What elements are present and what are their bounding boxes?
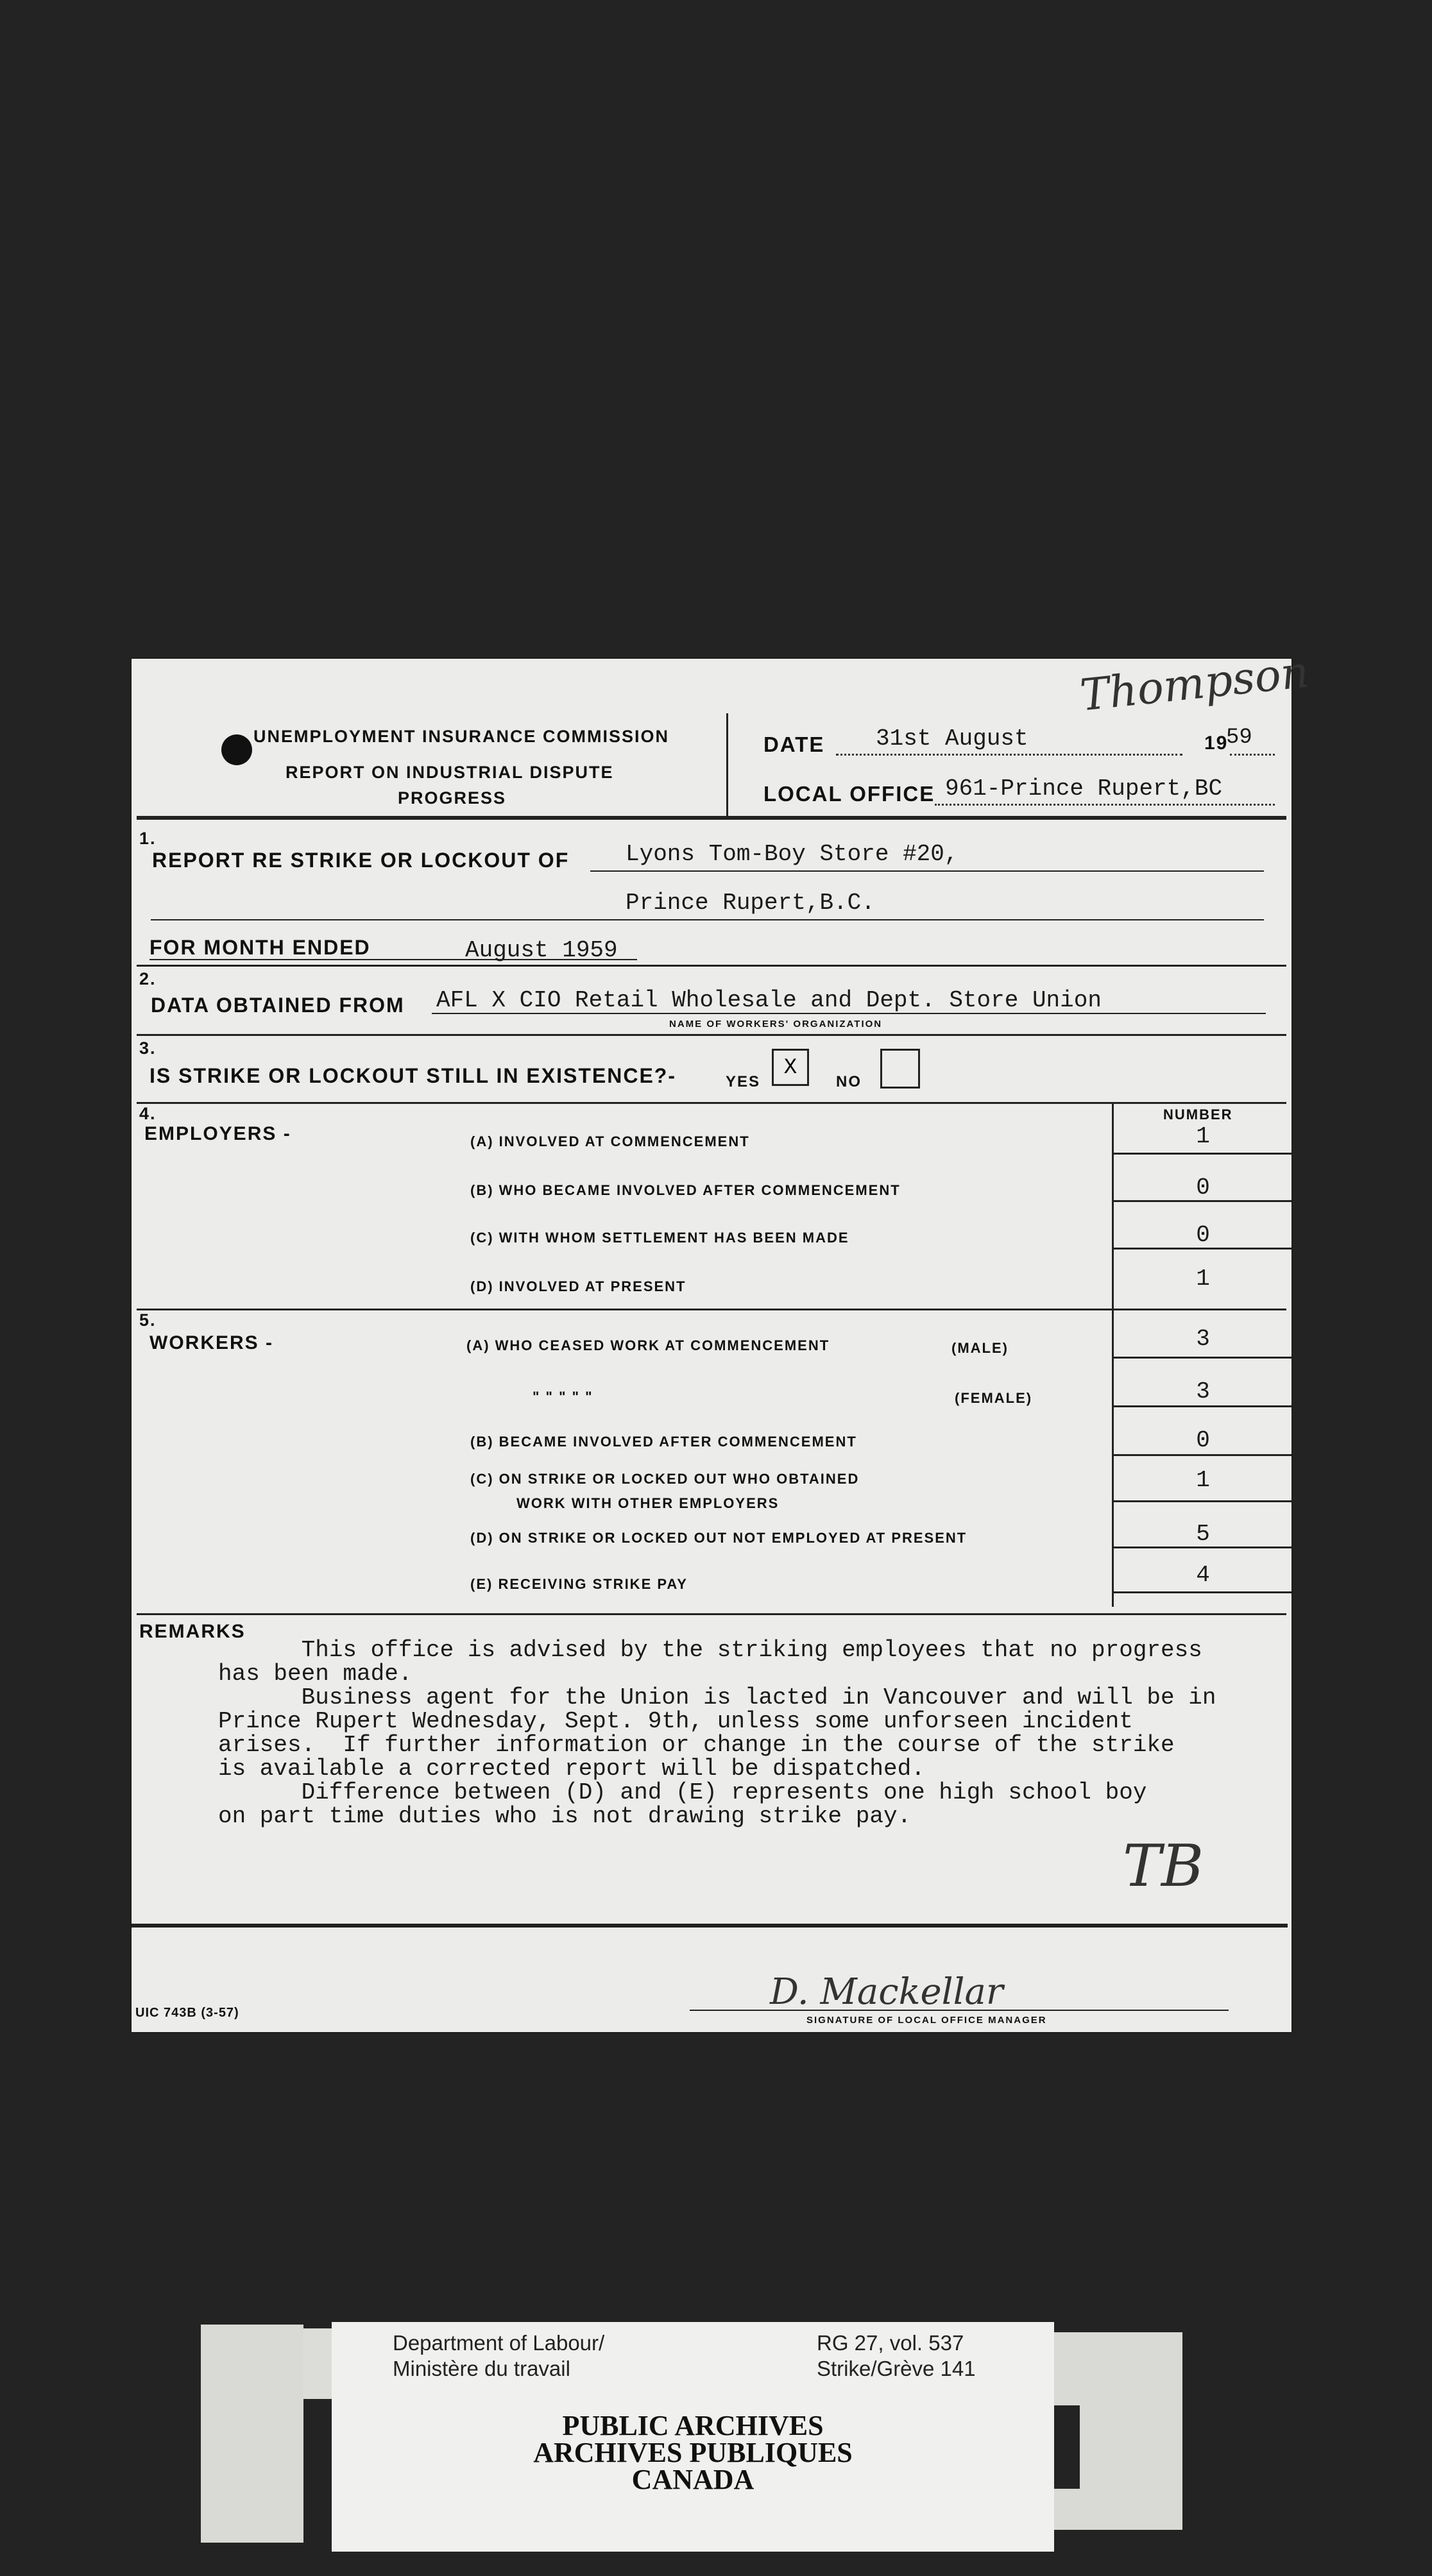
- remarks-bottom-rule: [132, 1924, 1288, 1928]
- male-suffix: (MALE): [951, 1340, 1009, 1356]
- remarks-label: REMARKS: [139, 1621, 246, 1642]
- workers-rule-c: [1112, 1500, 1291, 1502]
- section1-label: REPORT RE STRIKE OR LOCKOUT OF: [152, 849, 570, 872]
- workers-row-c-line2: WORK WITH OTHER EMPLOYERS: [516, 1495, 780, 1511]
- employers-label: EMPLOYERS -: [144, 1123, 291, 1144]
- local-office-label: LOCAL OFFICE: [763, 782, 935, 806]
- archive-label: [332, 2322, 1054, 2552]
- section2-number: 2.: [139, 969, 157, 988]
- employers-value-c: 0: [1196, 1222, 1210, 1248]
- local-office-dotted-line: [935, 804, 1275, 806]
- label-tab-left: [201, 2325, 303, 2543]
- section5-number: 5.: [139, 1310, 157, 1330]
- section1-value-line1: Lyons Tom-Boy Store #20,: [626, 841, 959, 867]
- year-dotted-line: [1230, 754, 1275, 756]
- organization-underline: [432, 1013, 1266, 1014]
- workers-rule-a: [1112, 1357, 1291, 1359]
- signature-caption: SIGNATURE OF LOCAL OFFICE MANAGER: [806, 2015, 1047, 2026]
- section5-rule: [137, 1309, 1286, 1310]
- punch-hole: [221, 734, 252, 765]
- section1-underline1: [590, 870, 1264, 872]
- year-value: 59: [1226, 725, 1252, 750]
- department-fr: Ministère du travail: [393, 2357, 570, 2380]
- label-tab-right-notch: [1054, 2405, 1080, 2489]
- organization-value: AFL X CIO Retail Wholesale and Dept. Store Union: [436, 987, 1102, 1013]
- yes-check-mark: X: [783, 1056, 797, 1080]
- workers-rule-a2: [1112, 1405, 1291, 1407]
- organization-caption: NAME OF WORKERS' ORGANIZATION: [669, 1019, 883, 1030]
- record-group: RG 27, vol. 537: [817, 2331, 964, 2355]
- number-header: NUMBER: [1163, 1106, 1233, 1123]
- label-tab-left-inner: [303, 2328, 332, 2399]
- department-en: Department of Labour/: [393, 2331, 605, 2355]
- workers-value-e: 4: [1196, 1562, 1210, 1588]
- employers-row-c: (C) WITH WHOM SETTLEMENT HAS BEEN MADE: [470, 1230, 849, 1246]
- employers-row-a: (A) INVOLVED AT COMMENCEMENT: [470, 1133, 750, 1149]
- employers-value-d: 1: [1196, 1266, 1210, 1292]
- employers-rule-c: [1112, 1248, 1291, 1250]
- yes-checkbox[interactable]: [772, 1049, 809, 1086]
- local-office-value: 961-Prince Rupert,BC: [945, 775, 1223, 802]
- remarks-text: This office is advised by the striking employees that no progress has been made. Business agent for the Union is lacted in Vancouver and will be in Prince Rupert Wednesday, Sept. 9th, unless some unforseen incident arises. If further information or change in the course of the strike is available a corrected report will be dispatched. Difference between (D) and (E) represents one high school boy on part time duties who is not drawing strike pay.: [218, 1637, 1216, 1829]
- section3-label: IS STRIKE OR LOCKOUT STILL IN EXISTENCE?-: [149, 1064, 676, 1087]
- report-form: [132, 647, 1311, 2032]
- date-value: 31st August: [876, 725, 1028, 752]
- header-divider: [726, 713, 728, 816]
- employers-row-d: (D) INVOLVED AT PRESENT: [470, 1278, 686, 1294]
- workers-row-a-female-ditto: " " " " ": [533, 1389, 593, 1405]
- remarks-rule: [137, 1613, 1286, 1615]
- year-prefix: 19: [1204, 733, 1229, 754]
- workers-value-a-male: 3: [1196, 1326, 1210, 1352]
- employers-row-b: (B) WHO BECAME INVOLVED AFTER COMMENCEMENT: [470, 1182, 901, 1198]
- workers-row-a-male: (A) WHO CEASED WORK AT COMMENCEMENT: [466, 1337, 830, 1353]
- workers-row-d: (D) ON STRIKE OR LOCKED OUT NOT EMPLOYED AT PRESENT: [470, 1530, 967, 1546]
- workers-value-c: 1: [1196, 1467, 1210, 1493]
- stamp-line3: CANADA: [631, 2464, 754, 2495]
- employers-value-b: 0: [1196, 1174, 1210, 1201]
- stamp-line2: ARCHIVES PUBLIQUES: [533, 2437, 853, 2468]
- section3-number: 3.: [139, 1038, 157, 1058]
- workers-row-e: (E) RECEIVING STRIKE PAY: [470, 1576, 688, 1592]
- workers-rule-b: [1112, 1454, 1291, 1456]
- section4-number: 4.: [139, 1104, 157, 1123]
- report-title-line1: REPORT ON INDUSTRIAL DISPUTE: [286, 763, 614, 782]
- month-ended-label: FOR MONTH ENDED: [149, 936, 371, 959]
- section2-rule: [137, 965, 1286, 967]
- remarks-initials: TB: [1123, 1833, 1204, 1900]
- female-suffix: (FEMALE): [955, 1390, 1033, 1406]
- manager-signature: D. Mackellar: [770, 1971, 1003, 2013]
- commission-name: UNEMPLOYMENT INSURANCE COMMISSION: [253, 727, 670, 746]
- workers-rule-e: [1112, 1591, 1291, 1593]
- signature-line: [690, 2010, 1229, 2011]
- section1-value-line2: Prince Rupert,B.C.: [626, 890, 875, 916]
- header-rule: [137, 816, 1286, 820]
- month-underline: [149, 959, 637, 960]
- employers-rule-b: [1112, 1200, 1291, 1202]
- date-label: DATE: [763, 733, 825, 756]
- strike-number: Strike/Grève 141: [817, 2357, 976, 2380]
- workers-rule-d: [1112, 1546, 1291, 1548]
- workers-label: WORKERS -: [149, 1332, 273, 1353]
- employers-rule-a: [1112, 1153, 1291, 1155]
- workers-value-b: 0: [1196, 1427, 1210, 1453]
- workers-value-a-female: 3: [1196, 1378, 1210, 1405]
- section1-number: 1.: [139, 829, 157, 848]
- employers-value-a: 1: [1196, 1123, 1210, 1149]
- section4-rule: [137, 1102, 1286, 1104]
- workers-value-d: 5: [1196, 1521, 1210, 1547]
- section1-underline2: [151, 919, 1264, 920]
- no-checkbox[interactable]: [880, 1049, 920, 1089]
- section2-label: DATA OBTAINED FROM: [151, 994, 405, 1017]
- workers-row-c: (C) ON STRIKE OR LOCKED OUT WHO OBTAINED: [470, 1471, 860, 1487]
- date-dotted-line: [836, 754, 1182, 756]
- handwritten-name: Thompson: [1077, 647, 1311, 722]
- month-ended-value: August 1959: [465, 937, 618, 963]
- form-code: UIC 743B (3-57): [135, 2006, 239, 2020]
- yes-label: YES: [726, 1073, 761, 1090]
- workers-row-b: (B) BECAME INVOLVED AFTER COMMENCEMENT: [470, 1434, 857, 1450]
- section3-rule: [137, 1034, 1286, 1036]
- no-label: NO: [836, 1073, 862, 1090]
- report-title-line2: PROGRESS: [398, 788, 507, 808]
- stamp-line1: PUBLIC ARCHIVES: [562, 2410, 824, 2441]
